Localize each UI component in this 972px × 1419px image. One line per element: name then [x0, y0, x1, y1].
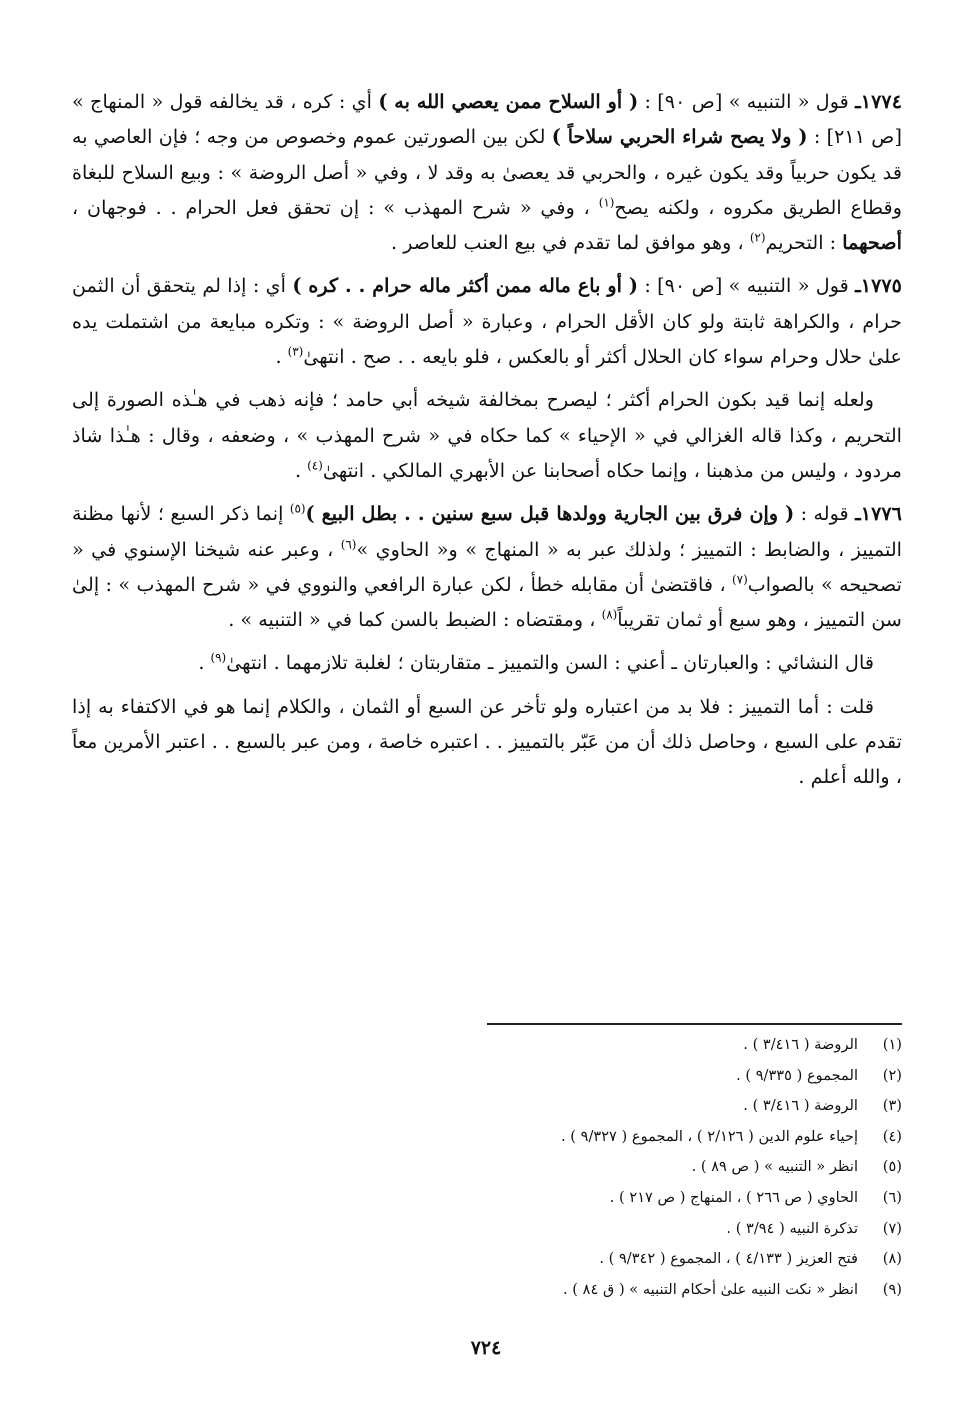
footnote-number: (٤) [882, 1127, 902, 1145]
page-number: ٧٢٤ [470, 1337, 502, 1359]
footnote-ref[interactable]: (٤) [307, 458, 323, 473]
footnote-text: إحياء علوم الدين ( ٢/١٢٦ ) ، المجموع ( ٩/٣٢٧ ) . [560, 1127, 858, 1145]
footnote-item [72, 1030, 902, 1061]
footnote-item [72, 1122, 902, 1153]
text-segment: . [275, 345, 288, 369]
text-segment: قول « التنبيه » [ص ٩٠] : [638, 274, 856, 298]
footnote-number: (٧) [882, 1219, 902, 1237]
footnote-ref[interactable]: (٨) [601, 607, 618, 622]
text-segment: أي : كره ، قد يخالفه قول « المنهاج » [ص ٢١١] : [72, 90, 902, 149]
text-segment: قوله : [794, 502, 856, 526]
text-segment: ، فاقتضىٰ أن مقابله خطأ ، لكن عبارة الرافعي والنووي في « شرح المهذب » : إلىٰ سن التمييز ، وهو سبع أو ثمان تقريباً [72, 572, 902, 632]
footnote-ref[interactable]: (٧) [732, 572, 748, 587]
footnote-item [72, 1183, 902, 1214]
paragraph-nashai [72, 645, 902, 680]
footnote-ref[interactable]: (٣) [287, 344, 304, 359]
footnote-text: الحاوي ( ص ٢٦٦ ) ، المنهاج ( ص ٢١٧ ) . [609, 1188, 858, 1206]
text-segment: إنما ذكر السبع ؛ لأنها مظنة التمييز ، والضابط : التمييز ؛ ولذلك عبر به « المنهاج » و« الحاوي » [72, 502, 902, 561]
footnote-number: (٥) [882, 1158, 902, 1176]
bold-term: أصحهما [842, 231, 902, 255]
footnote-text: الروضة ( ٣/٤١٦ ) . [743, 1097, 858, 1115]
text-segment: : التحريم [765, 231, 843, 255]
footnote-item [72, 1214, 902, 1245]
footnote-text: الروضة ( ٣/٤١٦ ) . [743, 1036, 858, 1053]
quoted-text: ( وإن فرق بين الجارية وولدها قبل سبع سنين . . بطل البيع ) [305, 502, 795, 526]
footnote-item [72, 1091, 902, 1122]
footnote-number: (٨) [882, 1250, 902, 1268]
issue-number: ١٧٧٥ـ [855, 274, 902, 298]
text-segment: ، وهو موافق لما تقدم في بيع العنب للعاصر . [391, 231, 750, 255]
footnote-number: (٦) [882, 1188, 902, 1206]
text-segment: . [198, 651, 211, 675]
text-segment: قال النشائي : والعبارتان ـ أعني : السن والتمييز ـ متقاربتان ؛ لغلبة تلازمهما . انتهىٰ [226, 651, 874, 675]
paragraph-qultu [72, 689, 902, 795]
text-segment: لكن بين الصورتين عموم وخصوص من وجه ؛ فإن العاصي به قد يكون حربياً وقد يكون غيره ، والحربي قد يعصىٰ به وقد لا ، وفي « أصل الروضة » : وبيع السلاح للبغاة وقطاع الطريق مكروه ، ولكنه يصح [72, 125, 902, 219]
footnote-ref[interactable]: (٦) [340, 537, 357, 552]
text-segment: ، وفي « شرح المهذب » : إن تحقق فعل الحرام . . فوجهان ، [72, 195, 599, 219]
footnote-text: فتح العزيز ( ٤/١٣٣ ) ، المجموع ( ٩/٣٤٢ ) . [599, 1250, 858, 1268]
text-segment: قول « التنبيه » [ص ٩٠] : [638, 90, 856, 113]
footnote-ref[interactable]: (٢) [749, 230, 766, 245]
text-segment: . [294, 458, 308, 482]
quoted-text: ( ولا يصح شراء الحربي سلاحاً ) [551, 125, 808, 149]
footnote-item [72, 1244, 902, 1275]
footnote-number: (١) [882, 1036, 902, 1053]
paragraph-1776 [72, 496, 902, 637]
footnote-number: (٩) [882, 1280, 902, 1298]
quoted-text: ( أو السلاح ممن يعصي الله به ) [378, 90, 639, 113]
footnote-ref[interactable]: (١) [598, 195, 615, 210]
text-segment: ، وعبر عنه شيخنا الإسنوي في « تصحيحه » بالصواب [72, 537, 902, 596]
footnote-item [72, 1152, 902, 1183]
text-segment: قلت : أما التمييز : فلا بد من اعتباره ولو تأخر عن السبع أو الثمان ، والكلام إنما هو في الاكتفاء به إذا تقدم على السبع ، وحاصل ذلك أن من عَبّر بالتمييز . . اعتبره خاصة ، ومن عبر بالسبع . . اعتبر الأمرين معاً ، والله أعلم . [72, 694, 902, 789]
text-segment: أي : إذا لم يتحقق أن الثمن حرام ، والكراهة ثابتة ولو كان الأقل الحرام ، وعبارة « أصل الروضة » : وتكره مبايعة من اشتملت يده علىٰ حلال وحرام سواء كان الحلال أكثر أو بالعكس ، فلو بايعه . . صح . انتهىٰ [72, 274, 902, 369]
footnote-text: المجموع ( ٩/٣٣٥ ) . [736, 1066, 858, 1084]
paragraph-1775 [72, 268, 902, 374]
paragraph-1774 [72, 84, 902, 260]
text-segment: ، ومقتضاه : الضبط بالسن كما في « التنبيه » . [228, 608, 602, 632]
footnote-ref[interactable]: (٥) [289, 501, 306, 516]
footnote-text: تذكرة النبيه ( ٣/٩٤ ) . [726, 1219, 858, 1237]
footnote-text: انظر « التنبيه » ( ص ٨٩ ) . [691, 1158, 858, 1176]
footnotes [72, 1030, 902, 1305]
text-segment: ولعله إنما قيد بكون الحرام أكثر ؛ ليصرح بمخالفة شيخه أبي حامد ؛ فإنه ذهب في هـٰذه الصورة إلى التحريم ، وكذا قاله الغزالي في « الإحياء » كما حكاه في « شرح المهذب » ، وضعفه ، وقال : هـٰذا شاذ مردود ، وليس من مذهبنا ، وإنما حكاه أصحابنا عن الأبهري المالكي . انتهىٰ [72, 388, 902, 482]
footnote-item [72, 1061, 902, 1092]
issue-number: ١٧٧٦ـ [855, 502, 902, 526]
main-text [72, 84, 902, 803]
issue-number: ١٧٧٤ـ [855, 90, 903, 113]
footnote-number: (٢) [882, 1066, 902, 1084]
footnote-number: (٣) [882, 1097, 902, 1115]
footnote-ref[interactable]: (٩) [210, 651, 227, 666]
footnote-text: انظر « نكت النبيه علىٰ أحكام التنبيه » ( ق ٨٤ ) . [563, 1280, 858, 1298]
footnote-divider [487, 1023, 902, 1025]
quoted-text: ( أو باع ماله ممن أكثر ماله حرام . . كره ) [292, 274, 639, 298]
footnote-item [72, 1275, 902, 1306]
paragraph-continuation [72, 382, 902, 488]
